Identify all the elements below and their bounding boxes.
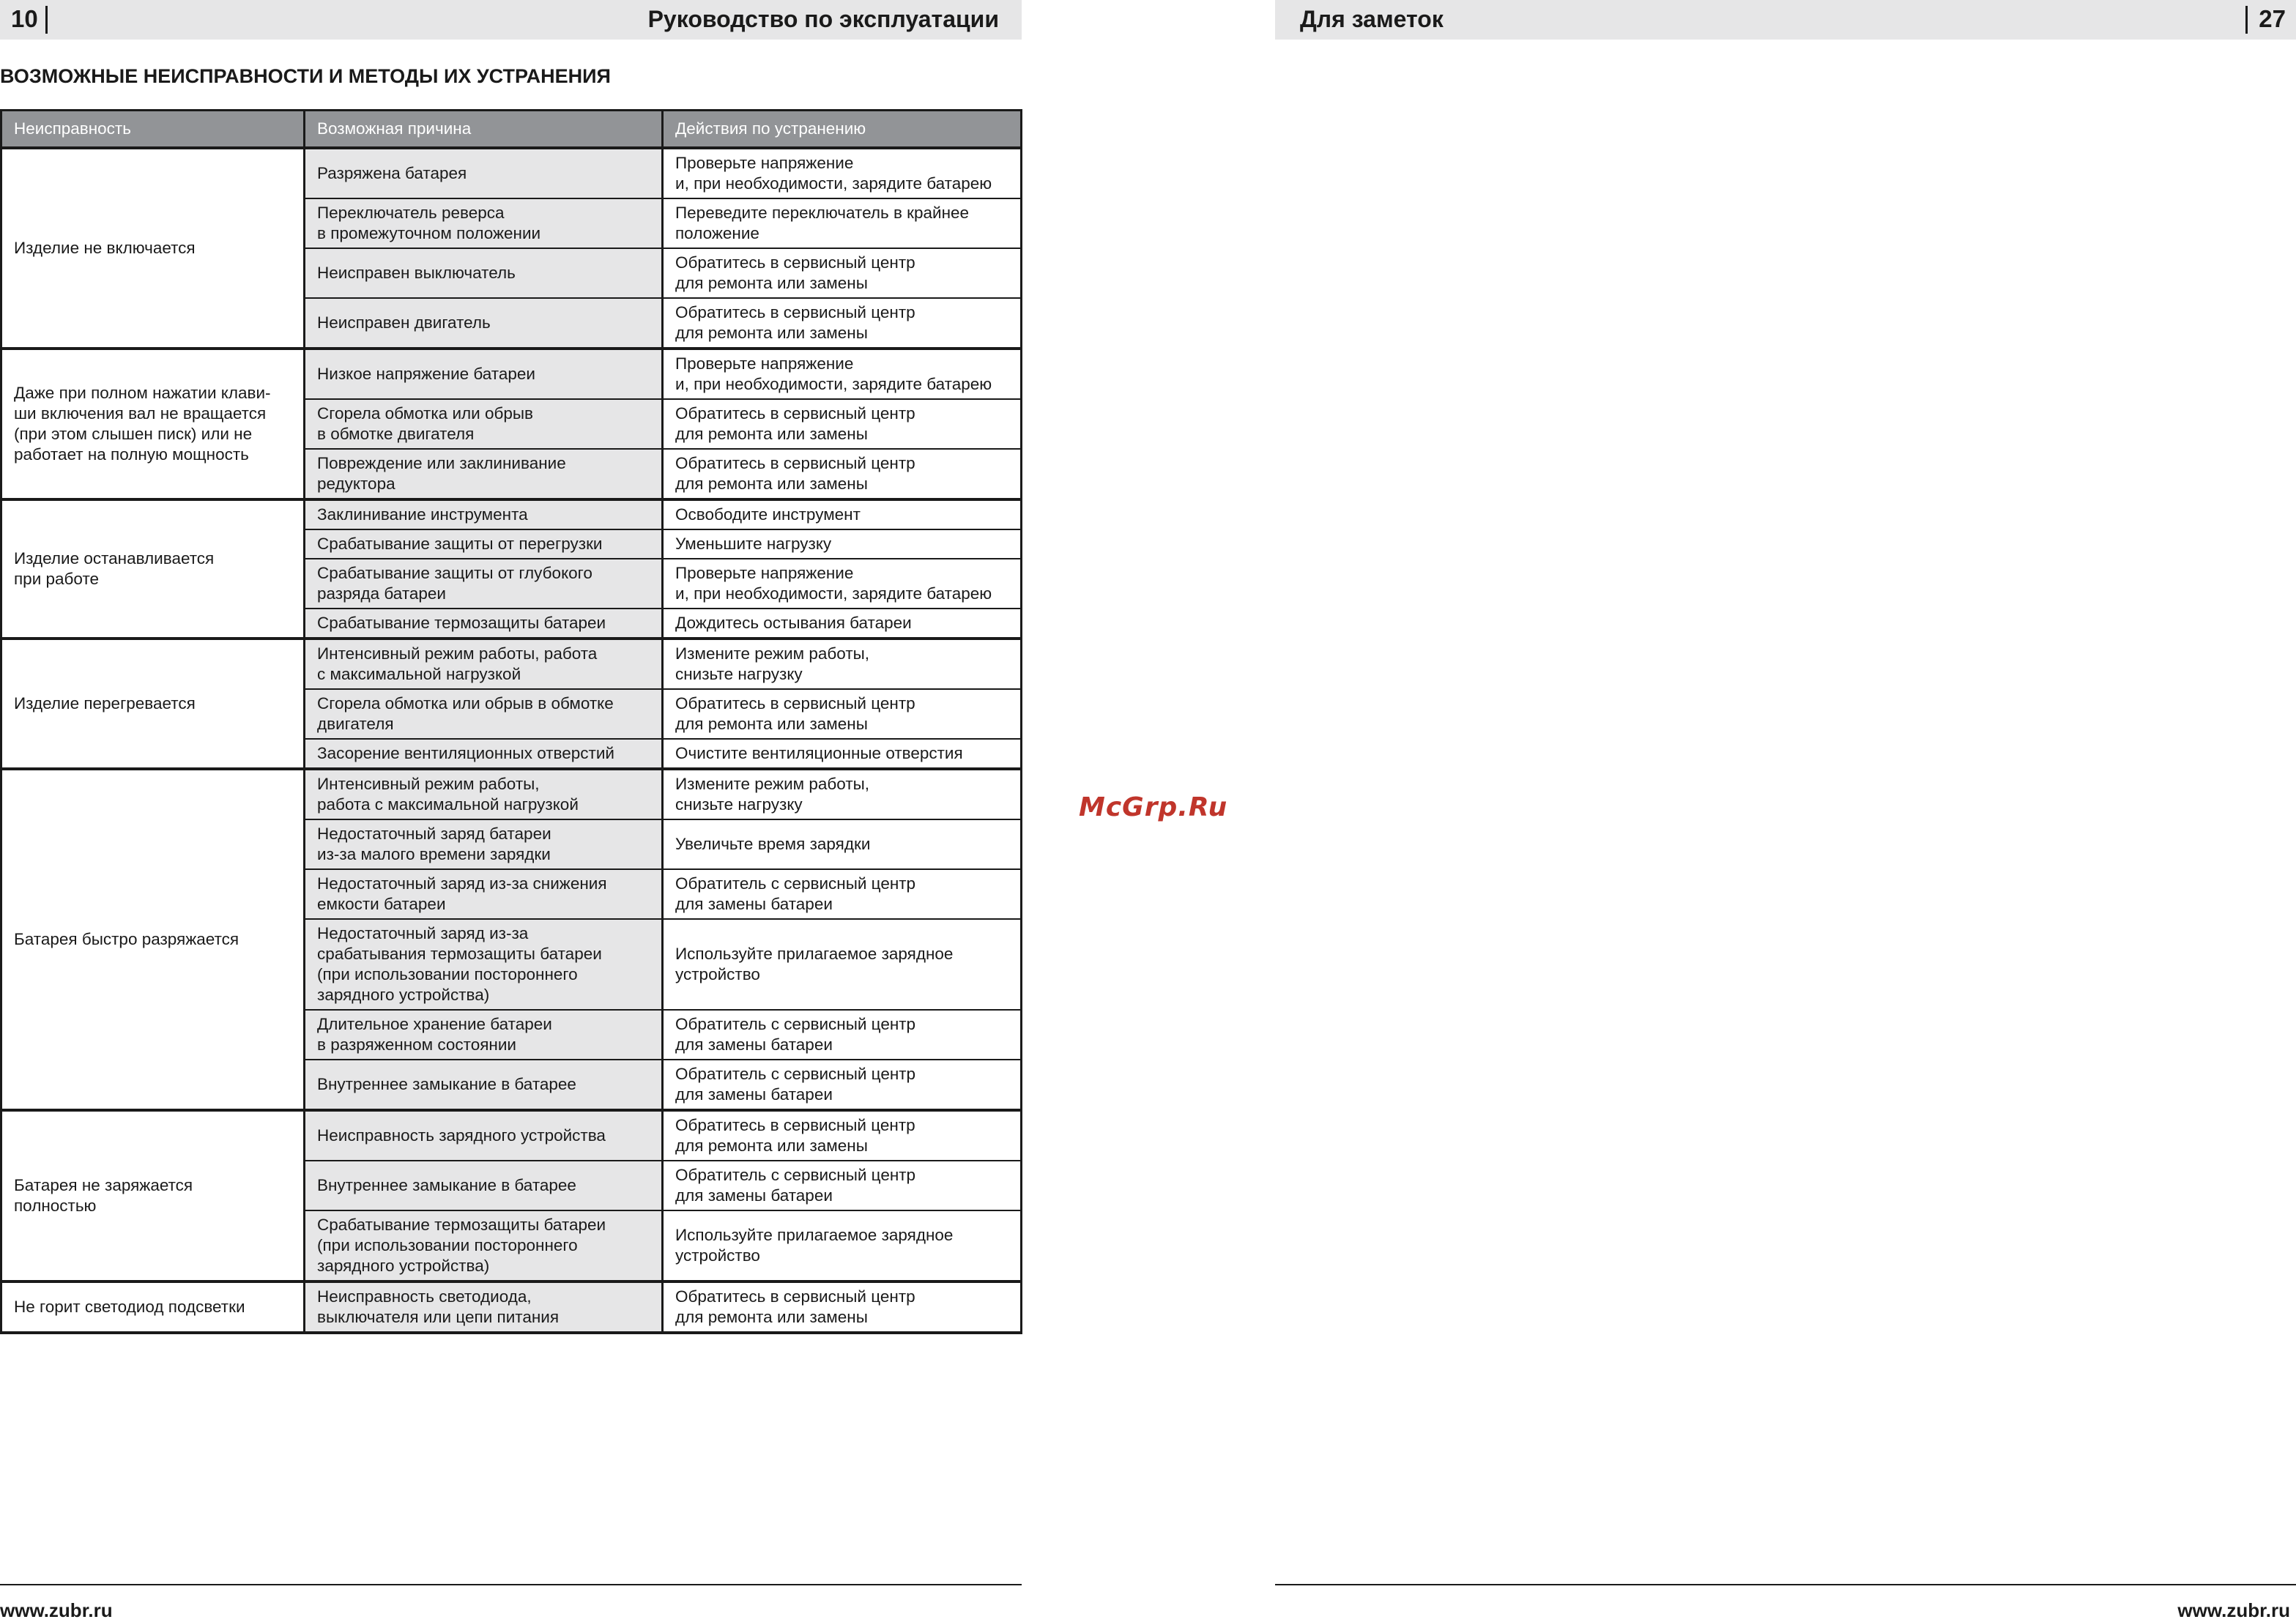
cause-cell: Срабатывание защиты от глубокого разряда батареи xyxy=(305,559,663,609)
fault-cell: Батарея быстро разряжается xyxy=(1,769,305,1110)
watermark-text: McGrp.Ru xyxy=(1079,792,1228,822)
right-footer-rule xyxy=(1275,1584,2296,1585)
action-cell: Обратитесь в сервисный центр для ремонта или замены xyxy=(663,399,1022,449)
cause-cell: Повреждение или заклинивание редуктора xyxy=(305,449,663,499)
cause-cell: Разряжена батарея xyxy=(305,148,663,198)
column-header-fault: Неисправность xyxy=(1,111,305,149)
cause-cell: Низкое напряжение батареи xyxy=(305,349,663,399)
cause-cell: Длительное хранение батареи в разряженном состоянии xyxy=(305,1010,663,1060)
action-cell: Проверьте напряжение и, при необходимости, зарядите батарею xyxy=(663,349,1022,399)
cause-cell: Неисправен двигатель xyxy=(305,298,663,349)
page-number-divider xyxy=(45,6,48,34)
cause-cell: Неисправен выключатель xyxy=(305,248,663,298)
action-cell: Проверьте напряжение и, при необходимости, зарядите батарею xyxy=(663,559,1022,609)
cause-cell: Интенсивный режим работы, работа с максимальной нагрузкой xyxy=(305,769,663,819)
action-cell: Очистите вентиляционные отверстия xyxy=(663,739,1022,769)
cause-cell: Срабатывание защиты от перегрузки xyxy=(305,529,663,559)
action-cell: Обратитесь в сервисный центр для ремонта или замены xyxy=(663,689,1022,739)
cause-cell: Неисправность зарядного устройства xyxy=(305,1110,663,1161)
right-footer-url: www.zubr.ru xyxy=(2177,1599,2290,1621)
right-page-header xyxy=(1275,0,2296,40)
cause-cell: Неисправность светодиода, выключателя или цепи питания xyxy=(305,1281,663,1333)
action-cell: Измените режим работы, снизьте нагрузку xyxy=(663,769,1022,819)
cause-cell: Сгорела обмотка или обрыв в обмотке двигателя xyxy=(305,689,663,739)
action-cell: Переведите переключатель в крайнее положение xyxy=(663,198,1022,248)
action-cell: Проверьте напряжение и, при необходимости, зарядите батарею xyxy=(663,148,1022,198)
column-header-cause: Возможная причина xyxy=(305,111,663,149)
action-cell: Обратитесь в сервисный центр для ремонта или замены xyxy=(663,248,1022,298)
section-title: ВОЗМОЖНЫЕ НЕИСПРАВНОСТИ И МЕТОДЫ ИХ УСТРАНЕНИЯ xyxy=(0,65,611,87)
fault-cell: Даже при полном нажатии клави- ши включения вал не вращается (при этом слышен писк) или не работает на полную мощность xyxy=(1,349,305,499)
table-row xyxy=(1,639,1022,689)
cause-cell: Внутреннее замыкание в батарее xyxy=(305,1060,663,1110)
action-cell: Обратитесь в сервисный центр для ремонта или замены xyxy=(663,1281,1022,1333)
cause-cell: Сгорела обмотка или обрыв в обмотке двигателя xyxy=(305,399,663,449)
cause-cell: Заклинивание инструмента xyxy=(305,499,663,529)
action-cell: Обратитель с сервисный центр для замены батареи xyxy=(663,1161,1022,1210)
action-cell: Увеличьте время зарядки xyxy=(663,819,1022,869)
action-cell: Обратитель с сервисный центр для замены батареи xyxy=(663,1060,1022,1110)
left-footer-url: www.zubr.ru xyxy=(0,1599,113,1621)
cause-cell: Внутреннее замыкание в батарее xyxy=(305,1161,663,1210)
action-cell: Используйте прилагаемое зарядное устройство xyxy=(663,1210,1022,1281)
action-cell: Обратитесь в сервисный центр для ремонта или замены xyxy=(663,1110,1022,1161)
action-cell: Измените режим работы, снизьте нагрузку xyxy=(663,639,1022,689)
left-header-title: Руководство по эксплуатации xyxy=(647,6,999,32)
action-cell: Обратитель с сервисный центр для замены батареи xyxy=(663,1010,1022,1060)
fault-cell: Не горит светодиод подсветки xyxy=(1,1281,305,1333)
cause-cell: Срабатывание термозащиты батареи xyxy=(305,609,663,639)
cause-cell: Недостаточный заряд из-за срабатывания термозащиты батареи (при использовании постороннего зарядного устройства) xyxy=(305,919,663,1010)
table-row xyxy=(1,499,1022,529)
action-cell: Уменьшите нагрузку xyxy=(663,529,1022,559)
cause-cell: Недостаточный заряд батареи из-за малого времени зарядки xyxy=(305,819,663,869)
action-cell: Освободите инструмент xyxy=(663,499,1022,529)
table-row xyxy=(1,769,1022,819)
column-header-action: Действия по устранению xyxy=(663,111,1022,149)
left-page-header xyxy=(0,0,1022,40)
left-footer-rule xyxy=(0,1584,1022,1585)
fault-cell: Изделие перегревается xyxy=(1,639,305,769)
table-row xyxy=(1,1110,1022,1161)
cause-cell: Интенсивный режим работы, работа с максимальной нагрузкой xyxy=(305,639,663,689)
table-row xyxy=(1,349,1022,399)
table-header-row xyxy=(1,111,1022,149)
fault-cell: Батарея не заряжается полностью xyxy=(1,1110,305,1281)
action-cell: Обратитель с сервисный центр для замены батареи xyxy=(663,869,1022,919)
fault-cell: Изделие не включается xyxy=(1,148,305,349)
table-row xyxy=(1,148,1022,198)
right-header-title: Для заметок xyxy=(1300,6,1444,32)
action-cell: Используйте прилагаемое зарядное устройство xyxy=(663,919,1022,1010)
troubleshooting-table xyxy=(0,109,1022,1334)
action-cell: Дождитесь остывания батареи xyxy=(663,609,1022,639)
table-body xyxy=(1,148,1022,1333)
right-page-number: 27 xyxy=(2259,5,2286,32)
cause-cell: Переключатель реверса в промежуточном положении xyxy=(305,198,663,248)
cause-cell: Недостаточный заряд из-за снижения емкости батареи xyxy=(305,869,663,919)
table-row xyxy=(1,1281,1022,1333)
page-number-divider xyxy=(2245,6,2248,34)
action-cell: Обратитесь в сервисный центр для ремонта или замены xyxy=(663,449,1022,499)
cause-cell: Срабатывание термозащиты батареи (при использовании постороннего зарядного устройства) xyxy=(305,1210,663,1281)
action-cell: Обратитесь в сервисный центр для ремонта или замены xyxy=(663,298,1022,349)
fault-cell: Изделие останавливается при работе xyxy=(1,499,305,639)
cause-cell: Засорение вентиляционных отверстий xyxy=(305,739,663,769)
left-page-number: 10 xyxy=(11,5,38,32)
